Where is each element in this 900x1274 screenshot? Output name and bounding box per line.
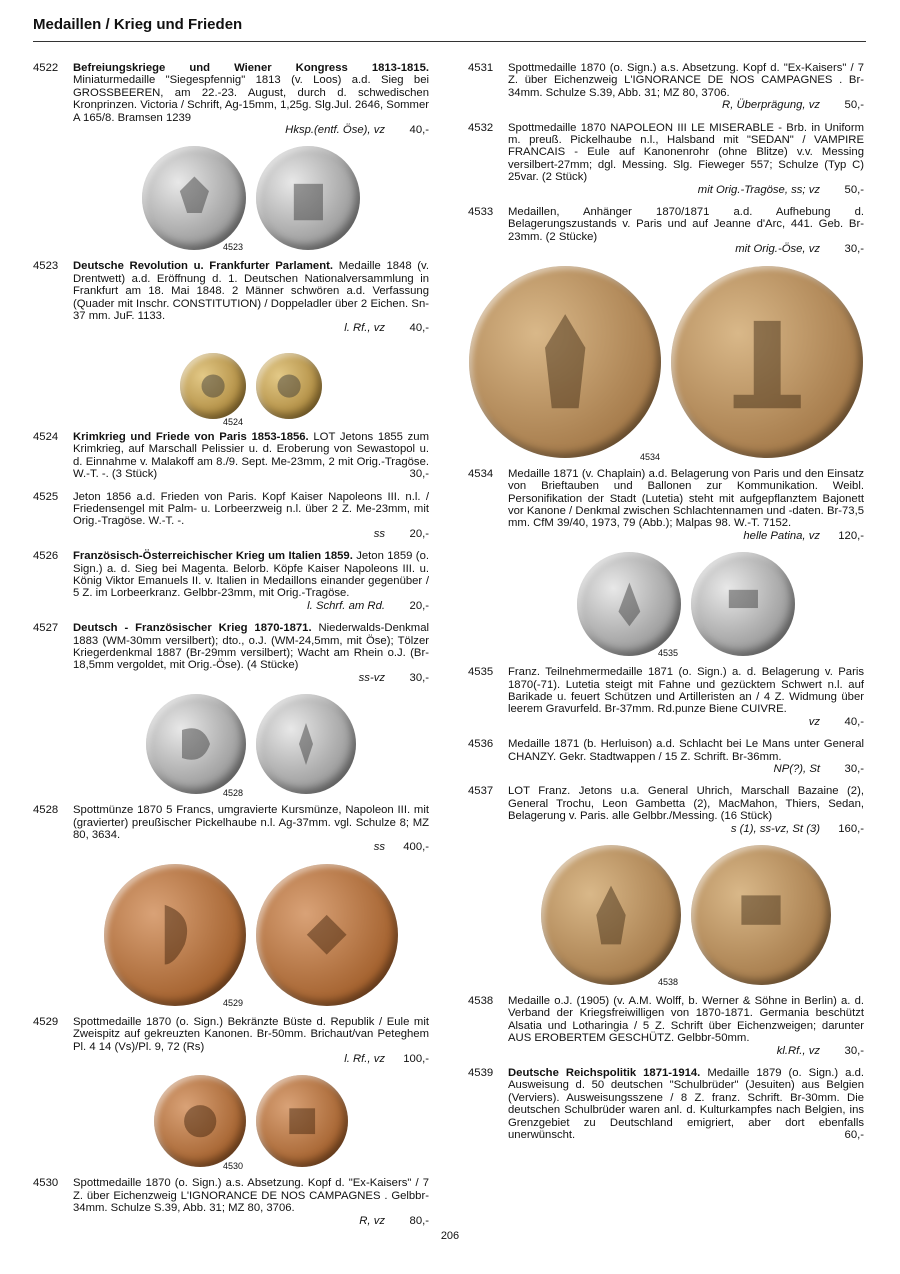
image-caption: 4524 [223, 416, 244, 427]
lot-entry [468, 206, 864, 256]
lot-title: Krimkrieg und Friede von Paris 1853-1856. [73, 430, 309, 443]
coin-reverse [256, 694, 356, 794]
lot-condition: mit Orig.-Tragöse, ss; vz [697, 183, 820, 196]
lot-description: Spottmedaille 1870 (o. Sign.) Bekränzte Büste d. Republik / Eule mit Zweispitz auf gekreuzten Kanonen. Br-50mm. Brichaut/van Peteghem Pl. 4 14 (Vs)/Pl. 9, 72 (Rs) [73, 1015, 429, 1053]
lot-description: Medaille 1871 (v. Chaplain) a.d. Belagerung von Paris und den Einsatz von Brieftauben und Ballonen zur Kommunikation. Weibl. Personifikation der Stadt (Lutetia) steht mit aufgepflanztem Bajonett vor Kanone / Denkmal zwischen Schlachtennamen und -daten. Br-73,5 mm. CfM 39/40, 1973, 79 (Abb.); Malpas 98. W.-T. 7152. [508, 467, 864, 530]
lot-title: Französisch-Österreichischer Krieg um Italien 1859. [73, 550, 353, 563]
image-caption: 4528 [223, 788, 244, 799]
lot-entry [468, 666, 864, 728]
image-caption: 4529 [223, 997, 244, 1008]
lot-number: 4532 [468, 121, 494, 134]
lot-condition: l. Schrf. am Rd. [307, 599, 385, 612]
lot-description: Niederwalds-Denkmal 1883 (WM-30mm versilbert); dto., o.J. (WM-24,5mm, mit Öse); Tölzer Kriegerdenkmal 1887 (Br-29mm versilbert); Wacht am Rhein o.J. (Br-18,5mm vergoldet, mit Orig.-Öse). (4 Stücke) [73, 622, 429, 672]
lot-number: 4523 [33, 260, 59, 273]
lot-condition: R, Überprägung, vz [722, 99, 820, 112]
lot-condition: ss [373, 527, 385, 540]
lot-price: 60,- [844, 1129, 864, 1142]
medal-reverse [256, 146, 360, 250]
lot-entry [33, 550, 429, 612]
lot-title: Deutsche Reichspolitik 1871-1914. [508, 1067, 701, 1080]
lot-price: 80,- [409, 1214, 429, 1227]
lot-number: 4529 [33, 1015, 59, 1028]
lot-description: Spottmedaille 1870 (o. Sign.) a.s. Absetzung. Kopf d. "Ex-Kaisers" / 7 Z. über Eichenzweig L'IGNORANCE DE NOS CAMPAGNES . Br-34mm. Schulze S.39, Abb. 31; MZ 80, 3706. [508, 62, 864, 99]
lot-description: Medaille 1848 (v. Drentwett) a.d. Eröffnung d. 1. Deutschen Nationalversammlung in Frankfurt am 18. Mai 1848. 2 Männer schwören a.d. Verfassung (Quader mit Inschr. CONSTITUTION) / Doppeladler über 2 Eichen. Sn-37 mm. JuF. 1133. [73, 260, 429, 323]
lot-number: 4539 [468, 1067, 494, 1080]
lot-price: 40,- [844, 715, 864, 728]
lot-condition: ss [373, 841, 385, 854]
left-column [33, 62, 429, 1237]
lot-description: LOT Jetons 1855 zum Krimkrieg, auf Marschall Pelissier u. d. Eroberung von Sewastopol u. d. Einnahme v. Malakoff am 8./9. Sept. Me-23mm, 2 mit Orig.-Tragöse. W.-T. -. (3 Stück) [73, 430, 429, 481]
lot-price: 30,- [409, 671, 429, 684]
lot-description: Medaillen, Anhänger 1870/1871 a.d. Aufhebung d. Belagerungszustands v. Paris und auf Jeanne d'Arc, 441. Geb. Br-23mm. (2 Stücke) [508, 206, 864, 243]
lot-image-4528 [73, 694, 429, 798]
lot-description: Jeton 1856 a.d. Frieden von Paris. Kopf Kaiser Napoleons III. n.l. / Friedensengel mit Palm- u. Lorbeerzweig n.l. über 2 Z. Me-23mm, mit Orig.-Tragöse. W.-T. -. [73, 490, 429, 528]
lot-image-4538 [508, 845, 864, 989]
image-caption: 4530 [223, 1161, 244, 1172]
lot-title: Deutsch - Französischer Krieg 1870-1871. [73, 622, 312, 635]
lot-number: 4528 [33, 804, 59, 817]
image-caption: 4523 [223, 242, 244, 253]
lot-condition: l. Rf., vz [344, 1053, 385, 1066]
lot-entry [33, 622, 429, 684]
header-divider [33, 41, 866, 42]
lot-price: 20,- [409, 599, 429, 612]
lot-title: Deutsche Revolution u. Frankfurter Parlament. [73, 260, 334, 273]
lot-condition: NP(?), St [773, 762, 820, 775]
lot-entry [33, 1016, 429, 1066]
lot-entry [33, 431, 429, 481]
lot-image-4529 [73, 864, 429, 1010]
lot-price: 30,- [844, 243, 864, 256]
medal-reverse [691, 552, 795, 656]
lot-condition: vz [808, 715, 820, 728]
lot-condition: R, vz [359, 1214, 385, 1227]
lot-description: Miniaturmedaille "Siegespfennig" 1813 (v. Loos) a.d. Sieg bei GROSSBEEREN, am 22.-23. August, durch d. schwedischen Kronprinzen. Victoria / Schrift, Ag-15mm, 1,25g. Slg.Jul. 2646, Sommer A 165/8. Bramsen 1239 [73, 74, 429, 124]
jeton-obverse [256, 353, 322, 419]
lot-entry [468, 785, 864, 835]
lot-number: 4536 [468, 738, 494, 751]
lot-image-4535 [508, 552, 864, 660]
lot-entry [468, 995, 864, 1057]
lot-entry [468, 738, 864, 775]
medal-reverse [691, 845, 831, 985]
image-caption: 4535 [658, 648, 679, 659]
lot-number: 4535 [468, 666, 494, 679]
image-caption: 4538 [658, 977, 679, 987]
lot-title: Befreiungskriege und Wiener Kongress 1813-1815. [73, 62, 429, 74]
lot-number: 4533 [468, 206, 494, 219]
lot-number: 4530 [33, 1177, 59, 1190]
medal-obverse [154, 1075, 246, 1167]
lot-description: Spottmedaille 1870 (o. Sign.) a.s. Absetzung. Kopf d. "Ex-Kaisers" / 7 Z. über Eichenzweig L'IGNORANCE DE NOS CAMPAGNES . Gelbbr-34mm. Schulze S.39, Abb. 31; MZ 80, 3706. [73, 1177, 429, 1215]
medal-obverse [104, 864, 246, 1006]
page-title: Medaillen / Krieg und Frieden [33, 16, 243, 33]
lot-description: Medaille 1879 (o. Sign.) a.d. Ausweisung d. 50 deutschen "Schulbrüder" (Jesuiten) aus Belgien (Verviers). Ausweisungsszene / 8 Z. franz. Schrift. Br-30mm. Die deutschen Schulbrüder waren anl. d. Kulturkampfes nach Belgien, ins Grenzgebiet zu Deutschland emigriert, aber dort ebenfalls unerwünscht. [508, 1067, 865, 1142]
lot-image-4524 [73, 345, 429, 425]
medal-reverse [256, 1075, 348, 1167]
lot-description: Spottmedaille 1870 NAPOLEON III LE MISERABLE - Brb. in Uniform m. preuß. Pickelhaube n.l., Halsband mit "SEDAN" / VAMPIRE FRANCAIS - Eule auf Kanonenrohr (ohne Blitze) v.v. Messing versilbert-27mm; dgl. Messing. Slg. Fieweger 557; Schulze (Typ C) 25var. (2 Stück) [508, 121, 864, 184]
lot-condition: helle Patina, vz [743, 529, 820, 542]
lot-entry [468, 468, 864, 542]
lot-price: 30,- [844, 1044, 864, 1057]
lot-price: 160,- [838, 822, 864, 835]
lot-number: 4534 [468, 467, 494, 480]
lot-price: 40,- [409, 322, 429, 335]
lot-condition: l. Rf., vz [344, 322, 385, 335]
lot-number: 4538 [468, 995, 494, 1007]
lot-condition: kl.Rf., vz [776, 1044, 820, 1057]
lot-entry [33, 1177, 429, 1227]
medal-obverse [541, 845, 681, 985]
lot-condition: Hksp.(entf. Öse), vz [285, 124, 385, 137]
medal-reverse [256, 864, 398, 1006]
lot-condition: mit Orig.-Öse, vz [735, 243, 820, 256]
lot-price: 50,- [844, 183, 864, 196]
lot-description: LOT Franz. Jetons u.a. General Uhrich, Marschall Bazaine (2), General Trochu, Leon Gambetta (2), MacMahon, Thiers, Sedan, Belagerung v. Paris. alle Gelbbr./Messing. (16 Stück) [508, 785, 864, 823]
lot-number: 4522 [33, 62, 59, 74]
lot-number: 4524 [33, 430, 59, 443]
lot-image-4534 [468, 266, 864, 462]
lot-condition: ss-vz [358, 671, 385, 684]
lot-price: 50,- [844, 99, 864, 112]
lot-price: 120,- [838, 529, 864, 542]
lot-description: Medaille 1871 (b. Herluison) a.d. Schlacht bei Le Mans unter General CHANZY. Gekr. Stadtwappen / 15 Z. Schrift. Br-36mm. [508, 738, 864, 763]
lot-number: 4531 [468, 62, 494, 74]
lot-entry [33, 260, 429, 334]
lot-entry [33, 491, 429, 541]
lot-price: 100,- [403, 1053, 429, 1066]
page-number: 206 [440, 1230, 460, 1242]
lot-image-4530 [73, 1075, 429, 1171]
lot-entry [33, 62, 429, 136]
lot-description: Medaille o.J. (1905) (v. A.M. Wolff, b. Werner & Söhne in Berlin) a. d. Verband der Kriegsfreiwilligen von 1870-1871. Germania beschützt Alsatia und Lotharingia / 5 Z. Schrift über Eichenzweigen; darunter AUS EROBERTEM GESCHÜTZ. Gelbbr-50mm. [508, 995, 864, 1045]
lot-image-4523 [73, 146, 429, 254]
lot-entry [468, 62, 864, 112]
medal-obverse [469, 266, 661, 458]
lot-number: 4526 [33, 550, 59, 563]
lot-price: 20,- [409, 527, 429, 540]
lot-price: 40,- [409, 124, 429, 137]
medal-reverse [671, 266, 863, 458]
lot-number: 4537 [468, 785, 494, 798]
lot-price: 30,- [409, 468, 429, 481]
lot-entry [468, 1067, 864, 1141]
lot-entry [468, 122, 864, 196]
coin-obverse [146, 694, 246, 794]
lot-price: 30,- [844, 762, 864, 775]
medal-obverse [577, 552, 681, 659]
lot-condition: s (1), ss-vz, St (3) [730, 822, 820, 835]
lot-number: 4527 [33, 622, 59, 635]
lot-entry [33, 804, 429, 854]
lot-number: 4525 [33, 490, 59, 503]
lot-description: Spottmünze 1870 5 Francs, umgravierte Kursmünze, Napoleon III. mit (gravierter) preußischer Pickelhaube n.l. Ag-37mm. vgl. Schulze 8; MZ 80, 3634. [73, 804, 429, 841]
lot-price: 400,- [403, 841, 429, 854]
medal-obverse [142, 146, 246, 253]
jeton-obverse [180, 353, 246, 419]
image-caption: 4534 [640, 451, 661, 462]
right-column [468, 62, 864, 1151]
lot-description: Jeton 1859 (o. Sign.) a. d. Sieg bei Magenta. Belorb. Köpfe Kaiser Napoleons III. u. König Viktor Emanuels II. v. Italien in Medaillons einander gegenüber / 5 Z. im Lorbeerkranz. Gelbbr-23mm, mit Orig.-Tragöse. [73, 550, 429, 600]
lot-description: Franz. Teilnehmermedaille 1871 (o. Sign.) a. d. Belagerung v. Paris 1870(-71). Lutetia steigt mit Fahne und gezücktem Schwert n.l. auf Barikade u. feuert Schützen und Artilleristen an / 4 Z. Widmung über leerem Gravurfeld. Br-37mm. Rd.punze Biene CUIVRE. [508, 666, 864, 716]
